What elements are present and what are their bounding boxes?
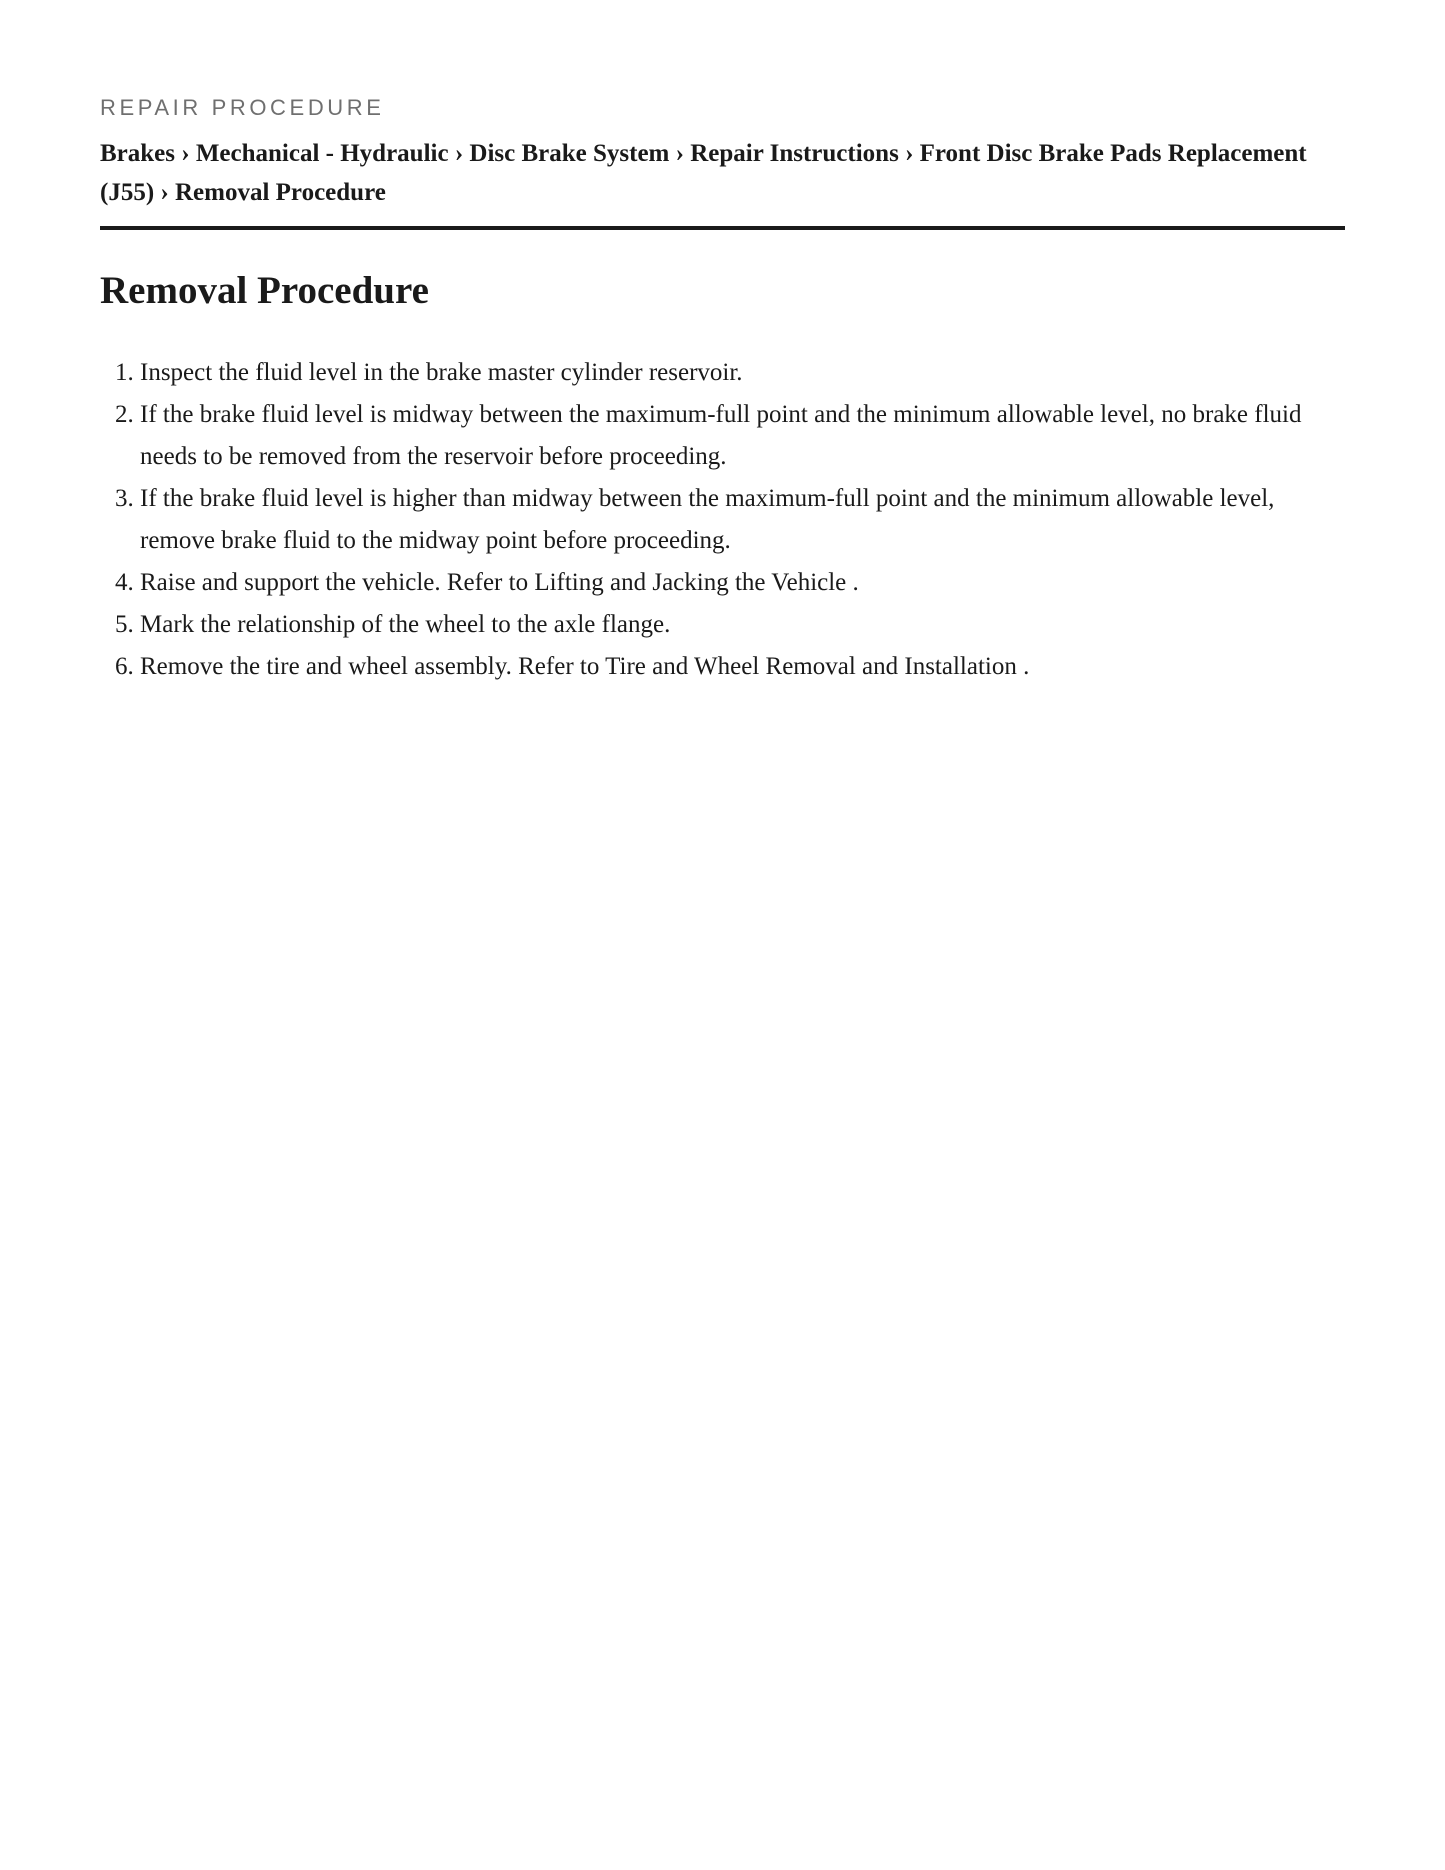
breadcrumb-item-brakes: Brakes: [100, 140, 175, 167]
breadcrumb-item-repair-instructions: Repair Instructions: [690, 140, 899, 167]
breadcrumb-item-front-disc-brake-pads: Front Disc Brake Pads Replacement (J55): [100, 140, 1307, 206]
procedure-step: 6. Remove the tire and wheel assembly. Refer to Tire and Wheel Removal and Installation .: [140, 646, 1345, 688]
procedure-step: 2. If the brake fluid level is midway between the maximum-full point and the minimum allowable level, no brake fluid needs to be removed from the reservoir before proceeding.: [140, 394, 1345, 478]
breadcrumb-separator: ›: [675, 140, 691, 167]
procedure-step: 1. Inspect the fluid level in the brake master cylinder reservoir.: [140, 352, 1345, 394]
procedure-step: 4. Raise and support the vehicle. Refer to Lifting and Jacking the Vehicle .: [140, 562, 1345, 604]
breadcrumb-separator: ›: [454, 140, 470, 167]
breadcrumb-separator: ›: [181, 140, 196, 167]
breadcrumb-item-removal-procedure: Removal Procedure: [174, 179, 386, 206]
header-divider: [100, 226, 1345, 230]
section-eyebrow: REPAIR PROCEDURE: [100, 95, 385, 120]
breadcrumb-separator: ›: [905, 140, 920, 167]
breadcrumb-item-mechanical-hydraulic: Mechanical - Hydraulic: [195, 140, 449, 167]
breadcrumb-separator: ›: [160, 179, 175, 206]
breadcrumb-item-disc-brake-system: Disc Brake System: [469, 140, 670, 167]
breadcrumb: [100, 134, 1345, 212]
procedure-step: 5. Mark the relationship of the wheel to the axle flange.: [140, 604, 1345, 646]
page-title: Removal Procedure: [100, 269, 429, 312]
procedure-step: 3. If the brake fluid level is higher than midway between the maximum-full point and the minimum allowable level, remove brake fluid to the midway point before proceeding.: [140, 478, 1345, 562]
procedure-steps-list: [100, 352, 1345, 688]
